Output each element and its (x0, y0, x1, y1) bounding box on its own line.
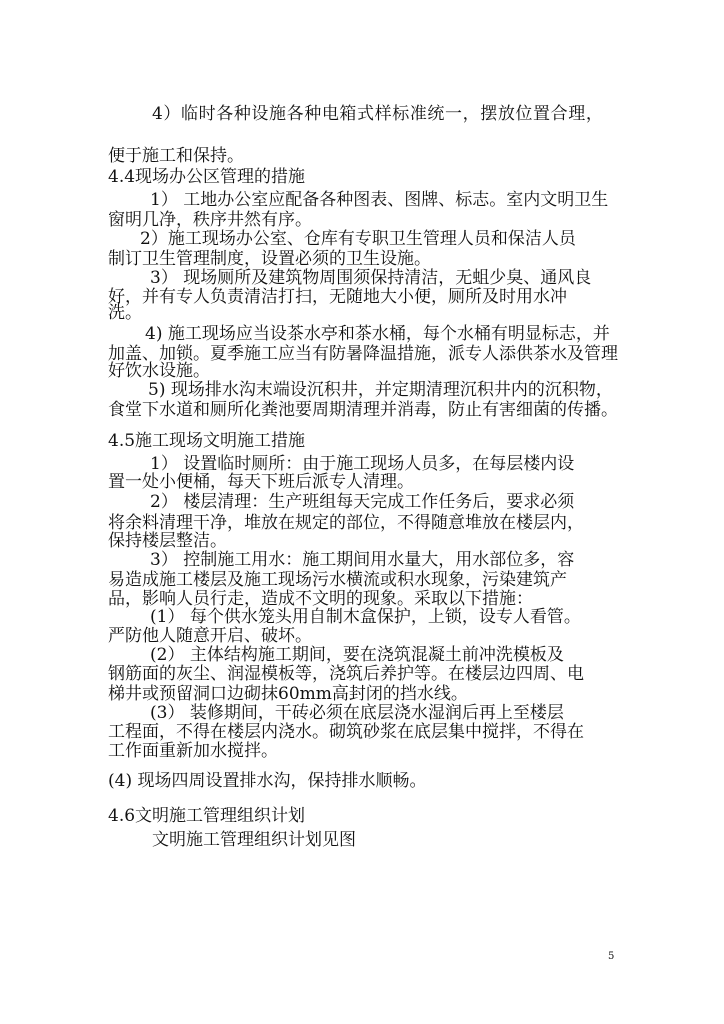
paragraph-line: 2） 楼层清理：生产班组每天完成工作任务后，要求必须 (150, 492, 575, 512)
paragraph-line: 将余料清理干净，堆放在规定的部位，不得随意堆放在楼层内， (108, 513, 584, 533)
paragraph-line: 工程面，不得在楼层内浇水。砌筑砂浆在底层集中搅拌，不得在 (108, 722, 584, 742)
paragraph-line: 工作面重新加水搅拌。 (108, 741, 278, 761)
paragraph-line: (1） 每个供水笼头用自制木盒保护，上锁，设专人看管。 (150, 607, 581, 627)
paragraph-line: 2）施工现场办公室、仓库有专职卫生管理人员和保洁人员 (140, 229, 576, 249)
paragraph-line: (4) 现场四周设置排水沟，保持排水顺畅。 (108, 771, 427, 791)
paragraph-line: 加盖、加锁。夏季施工应当有防暑降温措施，派专人添供茶水及管理 (108, 344, 618, 364)
section-heading-4-4: 4.4现场办公区管理的措施 (108, 167, 306, 187)
paragraph-line: 4) 施工现场应当设茶水亭和茶水桶，每个水桶有明显标志，并 (145, 324, 610, 344)
paragraph-line: 窗明几净，秩序井然有序。 (108, 210, 312, 230)
paragraph-line: 制订卫生管理制度，设置必须的卫生设施。 (108, 249, 431, 269)
paragraph-line: 置一处小便桶，每天下班后派专人清理。 (108, 472, 414, 492)
paragraph-line: 严防他人随意开启、破坏。 (108, 626, 312, 646)
paragraph-line: 品，影响人员行走，造成不文明的现象。采取以下措施： (108, 589, 533, 609)
section-heading-4-5: 4.5施工现场文明施工措施 (108, 431, 306, 451)
paragraph-line: 钢筋面的灰尘、润湿模板等，浇筑后养护等。在楼层边四周、电 (108, 664, 584, 684)
paragraph-line: (2） 主体结构施工期间，要在浇筑混凝土前冲洗模板及 (150, 645, 564, 665)
paragraph-line: 4）临时各种设施各种电箱式样标准统一，摆放位置合理， (152, 104, 604, 124)
section-heading-4-6: 4.6文明施工管理组织计划 (108, 806, 306, 826)
paragraph-line: 好，并有专人负责清洁打扫，无随地大小便，厕所及时用水冲 (108, 287, 567, 307)
paragraph-line: 梯井或预留洞口边砌抹60mm高封闭的挡水线。 (108, 684, 468, 704)
paragraph-line: 洗。 (108, 303, 142, 323)
paragraph-line: 易造成施工楼层及施工现场污水横流或积水现象，污染建筑产 (108, 570, 567, 590)
paragraph-line: 3） 控制施工用水：施工期间用水量大，用水部位多，容 (150, 550, 575, 570)
paragraph-line: 1） 工地办公室应配备各种图表、图牌、标志。室内文明卫生 (150, 190, 609, 210)
paragraph-line: 好饮水设施。 (108, 361, 210, 381)
page-number: 5 (608, 951, 615, 962)
paragraph-line: 保持楼层整洁。 (108, 531, 227, 551)
paragraph-line: (3） 装修期间，干砖必须在底层浇水湿润后再上至楼层 (150, 703, 564, 723)
paragraph-line: 便于施工和保持。 (108, 146, 244, 166)
paragraph-line: 文明施工管理组织计划见图 (152, 830, 356, 850)
paragraph-line: 5) 现场排水沟末端设沉积井，并定期清理沉积井内的沉积物， (148, 380, 613, 400)
paragraph-line: 食堂下水道和厕所化粪池要周期清理并消毒，防止有害细菌的传播。 (108, 400, 618, 420)
paragraph-line: 3） 现场厕所及建筑物周围须保持清洁，无蛆少臭、通风良 (150, 268, 592, 288)
paragraph-line: 1） 设置临时厕所：由于施工现场人员多，在每层楼内设 (150, 454, 575, 474)
